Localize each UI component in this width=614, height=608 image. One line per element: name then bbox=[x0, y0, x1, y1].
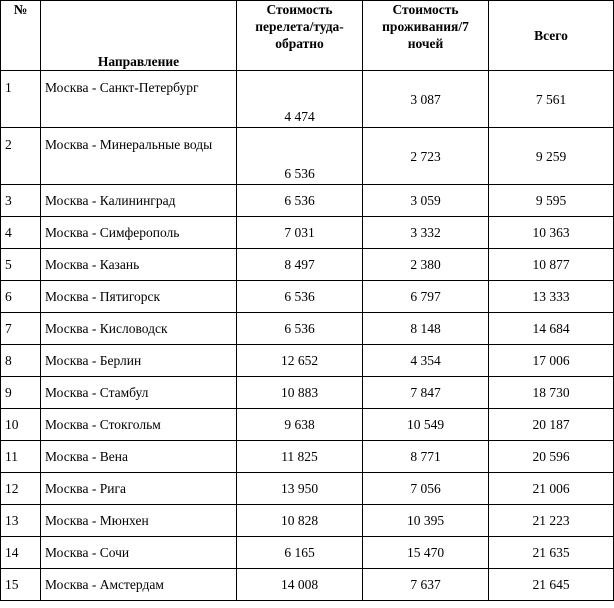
cell-stay: 7 637 bbox=[363, 569, 489, 601]
cell-num: 1 bbox=[1, 71, 41, 128]
cell-flight: 8 497 bbox=[237, 249, 363, 281]
cell-flight: 7 031 bbox=[237, 217, 363, 249]
cell-total: 21 223 bbox=[489, 505, 614, 537]
cell-total: 10 877 bbox=[489, 249, 614, 281]
table-row bbox=[1, 473, 614, 505]
cell-flight: 13 950 bbox=[237, 473, 363, 505]
table-row bbox=[1, 537, 614, 569]
table-row bbox=[1, 441, 614, 473]
cell-num: 7 bbox=[1, 313, 41, 345]
cell-num: 8 bbox=[1, 345, 41, 377]
table-row bbox=[1, 71, 614, 128]
cell-direction: Москва - Мюнхен bbox=[41, 505, 237, 537]
cell-direction: Москва - Амстердам bbox=[41, 569, 237, 601]
header-row bbox=[1, 1, 614, 71]
cell-stay: 8 148 bbox=[363, 313, 489, 345]
cell-stay: 3 059 bbox=[363, 185, 489, 217]
cell-stay: 2 723 bbox=[363, 128, 489, 185]
cell-num: 3 bbox=[1, 185, 41, 217]
cell-stay: 2 380 bbox=[363, 249, 489, 281]
table-row bbox=[1, 505, 614, 537]
cell-total: 7 561 bbox=[489, 71, 614, 128]
cell-total: 13 333 bbox=[489, 281, 614, 313]
cell-total: 20 187 bbox=[489, 409, 614, 441]
cell-direction: Москва - Сочи bbox=[41, 537, 237, 569]
cell-flight: 10 883 bbox=[237, 377, 363, 409]
cell-num: 11 bbox=[1, 441, 41, 473]
cell-flight: 9 638 bbox=[237, 409, 363, 441]
header-total: Всего bbox=[489, 1, 614, 71]
cell-flight: 6 536 bbox=[237, 313, 363, 345]
header-direction: Направление bbox=[41, 1, 237, 71]
cell-num: 9 bbox=[1, 377, 41, 409]
cell-direction: Москва - Казань bbox=[41, 249, 237, 281]
table-row bbox=[1, 185, 614, 217]
table-row bbox=[1, 249, 614, 281]
cell-total: 10 363 bbox=[489, 217, 614, 249]
cell-num: 10 bbox=[1, 409, 41, 441]
cell-flight: 6 536 bbox=[237, 281, 363, 313]
table-row bbox=[1, 313, 614, 345]
cell-total: 21 645 bbox=[489, 569, 614, 601]
cell-num: 13 bbox=[1, 505, 41, 537]
cell-num: 4 bbox=[1, 217, 41, 249]
cell-flight: 14 008 bbox=[237, 569, 363, 601]
cell-num: 12 bbox=[1, 473, 41, 505]
cell-flight: 6 536 bbox=[237, 128, 363, 185]
header-flight: Стоимость перелета/туда-обратно bbox=[237, 1, 363, 71]
cell-total: 20 596 bbox=[489, 441, 614, 473]
cell-direction: Москва - Калининград bbox=[41, 185, 237, 217]
cell-stay: 8 771 bbox=[363, 441, 489, 473]
cell-direction: Москва - Пятигорск bbox=[41, 281, 237, 313]
table-row bbox=[1, 409, 614, 441]
cell-total: 18 730 bbox=[489, 377, 614, 409]
header-num: № bbox=[1, 1, 41, 71]
cell-num: 15 bbox=[1, 569, 41, 601]
table-row bbox=[1, 281, 614, 313]
cell-stay: 4 354 bbox=[363, 345, 489, 377]
cell-flight: 6 165 bbox=[237, 537, 363, 569]
cell-flight: 10 828 bbox=[237, 505, 363, 537]
cell-stay: 3 087 bbox=[363, 71, 489, 128]
cell-direction: Москва - Минеральные воды bbox=[41, 128, 237, 185]
table-row bbox=[1, 217, 614, 249]
cell-stay: 15 470 bbox=[363, 537, 489, 569]
cell-flight: 12 652 bbox=[237, 345, 363, 377]
cell-direction: Москва - Кисловодск bbox=[41, 313, 237, 345]
cell-flight: 11 825 bbox=[237, 441, 363, 473]
cell-direction: Москва - Симферополь bbox=[41, 217, 237, 249]
cell-flight: 4 474 bbox=[237, 71, 363, 128]
cell-stay: 6 797 bbox=[363, 281, 489, 313]
cell-num: 14 bbox=[1, 537, 41, 569]
cell-direction: Москва - Рига bbox=[41, 473, 237, 505]
cell-direction: Москва - Стамбул bbox=[41, 377, 237, 409]
cell-direction: Москва - Стокгольм bbox=[41, 409, 237, 441]
cell-flight: 6 536 bbox=[237, 185, 363, 217]
table-row bbox=[1, 345, 614, 377]
table-row bbox=[1, 569, 614, 601]
cell-num: 2 bbox=[1, 128, 41, 185]
cell-total: 9 595 bbox=[489, 185, 614, 217]
cell-total: 17 006 bbox=[489, 345, 614, 377]
header-stay: Стоимость проживания/7 ночей bbox=[363, 1, 489, 71]
cell-stay: 7 847 bbox=[363, 377, 489, 409]
cell-stay: 7 056 bbox=[363, 473, 489, 505]
cell-direction: Москва - Берлин bbox=[41, 345, 237, 377]
cell-stay: 3 332 bbox=[363, 217, 489, 249]
cell-num: 6 bbox=[1, 281, 41, 313]
table-row bbox=[1, 377, 614, 409]
cell-direction: Москва - Санкт-Петербург bbox=[41, 71, 237, 128]
cell-total: 21 635 bbox=[489, 537, 614, 569]
cell-stay: 10 549 bbox=[363, 409, 489, 441]
cell-total: 21 006 bbox=[489, 473, 614, 505]
cell-total: 9 259 bbox=[489, 128, 614, 185]
cell-total: 14 684 bbox=[489, 313, 614, 345]
table-row bbox=[1, 128, 614, 185]
cell-num: 5 bbox=[1, 249, 41, 281]
cell-stay: 10 395 bbox=[363, 505, 489, 537]
cell-direction: Москва - Вена bbox=[41, 441, 237, 473]
